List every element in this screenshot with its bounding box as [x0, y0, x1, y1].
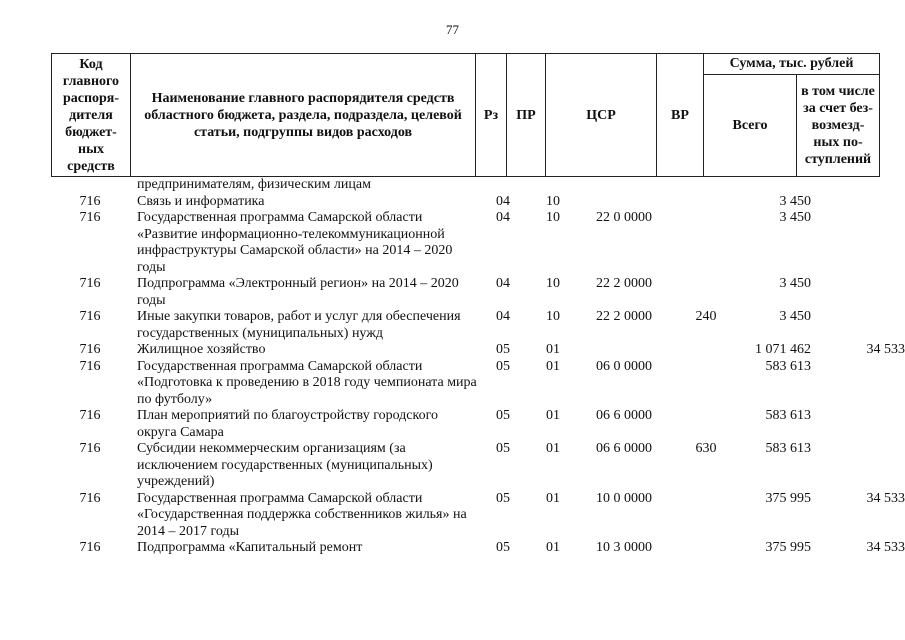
- table-row: [51, 359, 883, 409]
- cell-total: 583 613: [765, 358, 811, 374]
- cell-rz: 05: [496, 540, 510, 555]
- cell-pr: 01: [546, 358, 560, 374]
- header-name: Наименование главного распорядителя средств областного бюджета, раздела, подраздела, целевой статьи, подгруппы видов расходов: [131, 54, 476, 177]
- cell-total: 1 071 462: [755, 342, 811, 357]
- cell-pr: 10: [546, 309, 560, 324]
- table-row: [51, 177, 883, 194]
- cell-code: 716: [79, 490, 101, 506]
- cell-csr: 06 6 0000: [596, 408, 652, 423]
- cell-incl: 34 533: [866, 490, 905, 506]
- cell-code: 716: [79, 342, 101, 357]
- table-row: [51, 540, 905, 557]
- cell-rz: 04: [496, 276, 510, 291]
- cell-csr: 06 6 0000: [596, 441, 652, 456]
- cell-rz: 04: [496, 210, 510, 225]
- table-row: [51, 210, 883, 276]
- cell-name: Подпрограмма «Электронный регион» на 2014 – 2020 годы: [137, 276, 459, 308]
- cell-incl: 34 533: [866, 540, 905, 555]
- cell-code: 716: [79, 408, 101, 423]
- cell-pr: 01: [546, 490, 560, 506]
- cell-total: 3 450: [779, 193, 811, 209]
- cell-code: 716: [79, 358, 101, 374]
- header-csr: ЦСР: [546, 54, 657, 177]
- cell-csr: 10 0 0000: [596, 490, 652, 506]
- cell-pr: 01: [546, 540, 560, 555]
- header-total: Всего: [704, 74, 797, 177]
- cell-csr: 06 0 0000: [596, 358, 652, 374]
- cell-csr: 10 3 0000: [596, 540, 652, 555]
- cell-code: 716: [79, 276, 101, 291]
- cell-code: 716: [79, 540, 101, 555]
- cell-pr: 10: [546, 193, 560, 209]
- cell-code: 716: [79, 193, 101, 209]
- cell-rz: 05: [496, 342, 510, 357]
- table-row: [51, 342, 905, 359]
- cell-code: 716: [79, 309, 101, 324]
- cell-csr: 22 2 0000: [596, 309, 652, 324]
- cell-pr: 10: [546, 276, 560, 291]
- table-row: [51, 276, 883, 309]
- cell-pr: 01: [546, 408, 560, 423]
- cell-pr: 01: [546, 342, 560, 357]
- table-row: [51, 490, 905, 541]
- cell-csr: 22 2 0000: [596, 276, 652, 291]
- table-row: [51, 441, 883, 491]
- cell-name: предпринимателям, физическим лицам: [137, 177, 371, 192]
- cell-rz: 05: [496, 490, 510, 506]
- cell-pr: 01: [546, 441, 560, 456]
- header-sum: Сумма, тыс. рублей: [704, 54, 880, 75]
- table-row: [51, 309, 883, 342]
- cell-total: 3 450: [779, 309, 811, 324]
- cell-name: Подпрограмма «Капитальный ремонт: [137, 540, 363, 555]
- cell-name: Связь и информатика: [137, 193, 265, 209]
- cell-name: Жилищное хозяйство: [137, 342, 266, 357]
- cell-total: 3 450: [779, 210, 811, 225]
- cell-vr: 630: [695, 441, 717, 456]
- cell-csr: 22 0 0000: [596, 210, 652, 225]
- cell-total: 375 995: [765, 490, 811, 506]
- header-incl: в том числе за счет без-возмезд-ных по-ступлений: [797, 74, 880, 177]
- header-rz: Рз: [476, 54, 507, 177]
- cell-code: 716: [79, 210, 101, 225]
- header-vr: ВР: [657, 54, 704, 177]
- cell-total: 583 613: [765, 408, 811, 423]
- cell-name: Государственная программа Самарской области «Развитие информационно-телекоммуникационной инфраструктуры Самарской области» на 2014 – 2020 годы: [137, 210, 453, 275]
- table-header: [51, 53, 880, 177]
- cell-rz: 05: [496, 408, 510, 423]
- cell-name: Государственная программа Самарской области «Подготовка к проведению в 2018 году чемпионата мира по футболу»: [137, 358, 477, 407]
- cell-rz: 04: [496, 193, 510, 209]
- header-pr: ПР: [507, 54, 546, 177]
- cell-vr: 240: [695, 309, 717, 324]
- cell-name: Иные закупки товаров, работ и услуг для обеспечения государственных (муниципальных) нужд: [137, 309, 461, 341]
- cell-pr: 10: [546, 210, 560, 225]
- cell-total: 375 995: [765, 540, 811, 555]
- cell-rz: 05: [496, 441, 510, 456]
- cell-name: План мероприятий по благоустройству городского округа Самара: [137, 408, 438, 440]
- table-row: [51, 194, 883, 211]
- page-number: 77: [446, 22, 459, 37]
- cell-name: Субсидии некоммерческим организациям (за исключением государственных (муниципальных) учреждений): [137, 441, 433, 489]
- table-row: [51, 408, 883, 441]
- cell-code: 716: [79, 441, 101, 456]
- header-code: Код главного распоря-дителя бюджет-ных средств: [52, 54, 131, 177]
- cell-rz: 05: [496, 358, 510, 374]
- cell-incl: 34 533: [866, 342, 905, 357]
- cell-total: 583 613: [765, 441, 811, 456]
- cell-name: Государственная программа Самарской области «Государственная поддержка собственников жилья» на 2014 – 2017 годы: [137, 490, 467, 539]
- cell-rz: 04: [496, 309, 510, 324]
- table-body: [51, 177, 905, 557]
- cell-total: 3 450: [779, 276, 811, 291]
